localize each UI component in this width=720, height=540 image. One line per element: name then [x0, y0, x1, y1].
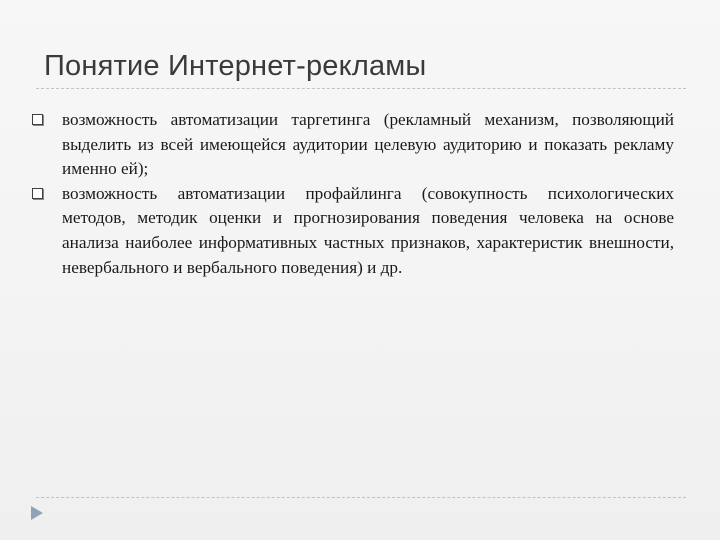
list-item-text: возможность автоматизации профайлинга (совокупность психологических методов, методик оценки и прогнозирования поведения человека на основе анализа наиболее информативных частных признаков, характеристик внешности, невербального и вербального поведения) и др. — [62, 183, 674, 277]
title-divider — [36, 88, 686, 89]
list-item — [32, 182, 674, 280]
slide-title: Понятие Интернет-рекламы — [44, 50, 427, 82]
list-item-text: возможность автоматизации таргетинга (рекламный механизм, позволяющий выделить из всей имеющейся аудитории целевую аудиторию и показать рекламу именно ей); — [62, 110, 674, 179]
square-bullet-icon — [32, 188, 43, 199]
bullet-list — [32, 108, 674, 280]
footer-divider — [36, 497, 686, 498]
square-bullet-icon — [32, 114, 43, 125]
play-arrow-icon[interactable] — [30, 505, 44, 521]
list-item — [32, 108, 674, 182]
